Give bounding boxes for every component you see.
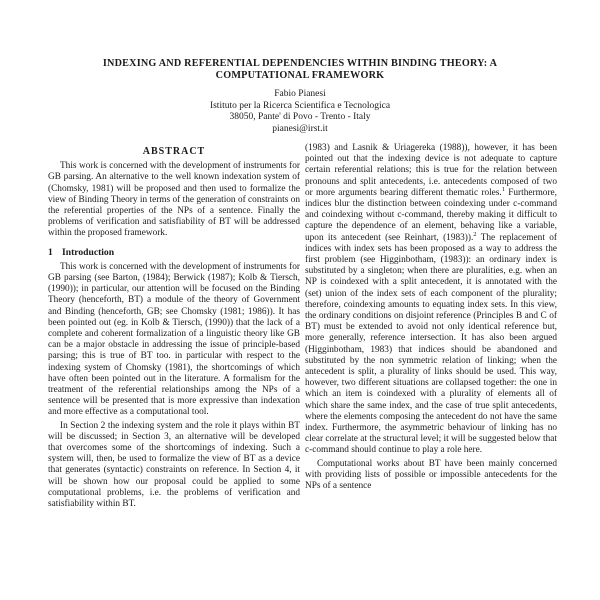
title-line-2: COMPUTATIONAL FRAMEWORK <box>215 70 385 81</box>
footnote-marker-1: 1 <box>501 185 505 193</box>
title-line-1: INDEXING AND REFERENTIAL DEPENDENCIES WITHIN BINDING THEORY: A <box>102 58 498 69</box>
abstract-heading: ABSTRACT <box>142 146 206 157</box>
section-title: Introduction <box>62 246 115 258</box>
body-paragraph-1 <box>305 143 557 457</box>
author-block <box>150 89 450 135</box>
section-heading <box>48 247 300 258</box>
body-paragraph-2: Computational works about BT have been mainly concerned with providing lists of possible or impossible antecedents for the NPs of a sentence <box>305 458 557 492</box>
author-name: Fabio Pianesi <box>274 89 326 99</box>
address: 38050, Pante' di Povo - Trento - Italy <box>229 112 371 123</box>
footnote-marker-2: 2 <box>473 230 477 238</box>
abstract-text: This work is concerned with the development of instruments for GB parsing. An alternative to the well known indexation system of (Chomsky, 1981) will be proposed and then used to formalize the view of Binding Theory in terms of the generation of constraints on the referential properties of the NPs of a sentence. Finally the problems of verification and satisfiability of BT will be addressed within the proposed framework. <box>48 161 300 239</box>
paper-title <box>50 58 550 82</box>
email: pianesi@irst.it <box>272 123 328 134</box>
paragraph-part-c: The replacement of indices with index sets has been proposed as a way to address the first problem (see Higginbotham, (1983)): an ordinary index is substituted by a singleton; when there are pluralities, e.g. when an NP is coindexed with a split antecedent, it is annotated with the (set) union of the index sets of each component of the plurality; therefore, coindexing amounts to equating index sets. In this view, the ordinary conditions on disjoint reference (Principles B and C of BT) must be extended to avoid not only identical reference but, more generally, reference intersection. It has also been argued (Higginbotham, 1983) that indices should be abandoned and substituted by the non symmetric relation of linking; when the antecedent is split, a plurality of links should be used. This way, however, two different situations are collapsed together: the one in which an item is coindexed with a plurality of elements all of which share the same index, and the case of true split antecedents, where the elements composing the antecedent do not have the same index. Furthermore, the asymmetric behaviour of linking has no clear correlate at the structural level; it will be suggested below that c-command should continue to play a role here. <box>305 232 557 456</box>
section-number: 1 <box>48 246 53 258</box>
left-column <box>48 146 300 598</box>
intro-paragraph-2: In Section 2 the indexing system and the role it plays within BT will be discussed; in Section 3, an alternative will be developed that overcomes some of the shortcomings of indexing. Such a system will, then, be used to formalize the view of BT as a device that generates (syntactic) constraints on reference. In Section 4, it will be shown how our proposal could be applied to some computational problems, i.e. the problems of verification and satisfiability within BT. <box>48 420 300 510</box>
paragraph-part-a: (1983) and Lasnik & Uriagereka (1988)), however, it has been pointed out that the indexing device is not adequate to capture certain referential relations; this is true for the relation between pronouns and split antecedents, i.e. antecedents composed of two or more arguments bearing different thematic roles. <box>305 143 557 198</box>
right-column <box>305 143 557 595</box>
affiliation: Istituto per la Ricerca Scientifica e Tecnologica <box>209 100 391 111</box>
intro-paragraph-1: This work is concerned with the development of instruments for GB parsing (see Barton, (1984); Berwick (1987); Kolb & Tiersch, (1990)); in particular, our attention will be focused on the Binding Theory (henceforth, BT) a module of the theory of Government and Binding (henceforth, GB; see Chomsky (1981; 1986)). It has been pointed out (eg. in Kolb & Tiersch, (1990)) that the lack of a complete and coherent formalization of a linguistic theory like GB can be a major obstacle in addressing the issue of principle-based parsing; this is true of BT too. in particular with respect to the indexing system of Chomsky (1981), the shortcomings of which have often been pointed out in the literature. A formalism for the treatment of the referential relationships among the NPs of a sentence will be presented that is more expressive than indexation and more effective as a computational tool. <box>48 261 300 418</box>
paragraph-part-b: Furthermore, indices blur the distinction between coindexing under c-command and coindexing without c-command, thereby making it difficult to capture the dependence of an element, behaving like a variable, upon its antecedent (see Reinhart, (1983)). <box>305 187 557 243</box>
